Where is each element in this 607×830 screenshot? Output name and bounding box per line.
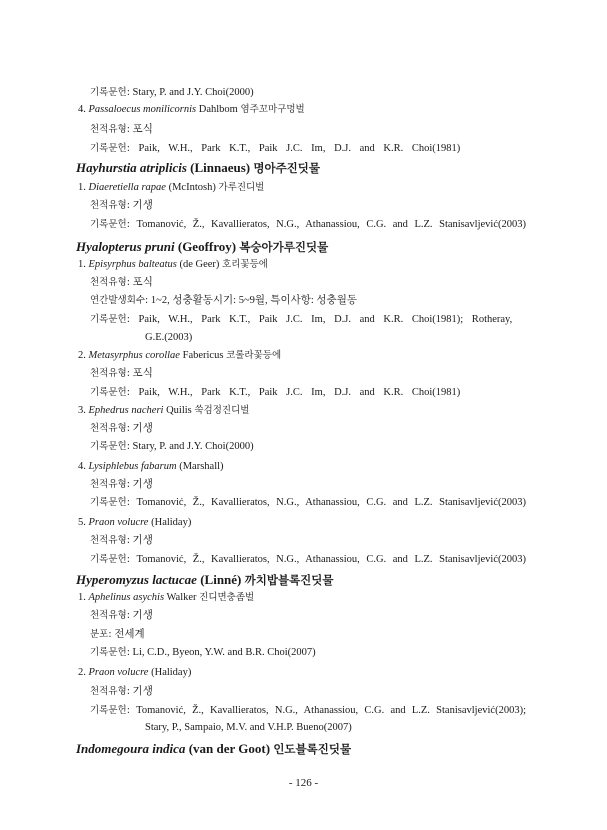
- enemy-author: (Haliday): [151, 667, 192, 678]
- detail-label: 기록문헌:: [90, 387, 130, 398]
- enemy-korean-name: 가루진디벌: [218, 182, 265, 193]
- detail-value: 1~2, 성충활동시기: 5~9월, 특이사항: 성충월동: [150, 295, 357, 306]
- detail-value: 포식: [132, 368, 153, 379]
- detail-line: [90, 440, 254, 454]
- item-number: 4.: [78, 104, 86, 115]
- detail-value: 기생: [132, 535, 153, 546]
- enemy-scientific-name: Praon volucre: [88, 667, 149, 678]
- host-aphid-heading: [76, 160, 320, 176]
- detail-continuation: [145, 721, 352, 735]
- detail-value: 기생: [132, 200, 153, 211]
- detail-label: 기록문헌:: [90, 705, 130, 716]
- enemy-item: [78, 258, 268, 272]
- host-korean-name: 복숭아가루진딧물: [239, 240, 329, 254]
- detail-label: 천적유형:: [90, 423, 130, 434]
- detail-line: [90, 685, 153, 699]
- enemy-korean-name: 코롤라꽃등에: [226, 350, 282, 361]
- host-aphid-heading: [76, 239, 328, 255]
- enemy-korean-name: 쑥검정진디벌: [194, 405, 250, 416]
- enemy-scientific-name: Diaeretiella rapae: [88, 182, 166, 193]
- detail-line: [90, 534, 153, 548]
- item-number: 2.: [78, 667, 86, 678]
- enemy-author: (McIntosh): [168, 182, 216, 193]
- detail-label: 천적유형:: [90, 277, 130, 288]
- enemy-author: (de Geer): [179, 259, 220, 270]
- detail-label: 기록문헌:: [90, 314, 130, 325]
- enemy-author: (Haliday): [151, 517, 192, 528]
- detail-label: 기록문헌:: [90, 497, 130, 508]
- enemy-scientific-name: Passaloecus monilicornis: [88, 104, 197, 115]
- detail-value: Tomanović, Ž., Kavallieratos, N.G., Athanassiou, C.G. and L.Z. Stanisavljević(2003): [136, 554, 526, 565]
- detail-label: 천적유형:: [90, 535, 130, 546]
- detail-line: [90, 142, 460, 156]
- detail-value: 기생: [132, 479, 153, 490]
- page-number: - 126 -: [288, 777, 319, 789]
- detail-value: 포식: [132, 124, 153, 135]
- detail-line: [90, 123, 153, 137]
- detail-line: [90, 218, 526, 232]
- item-number: 5.: [78, 517, 86, 528]
- detail-line: [90, 646, 316, 660]
- host-scientific-name: Hyperomyzus lactucae: [76, 572, 197, 587]
- enemy-author: Fabericus: [182, 350, 224, 361]
- detail-value: 기생: [132, 423, 153, 434]
- enemy-author: (Marshall): [179, 461, 224, 472]
- enemy-author: Dahlbom: [198, 104, 238, 115]
- detail-continuation: [145, 331, 192, 345]
- detail-value: 기생: [132, 686, 153, 697]
- host-korean-name: 인도블록진딧물: [273, 742, 352, 756]
- host-scientific-name: Hayhurstia atriplicis: [76, 160, 187, 175]
- enemy-item: [78, 591, 254, 605]
- host-author: (Linné): [200, 572, 242, 587]
- detail-label: 천적유형:: [90, 368, 130, 379]
- detail-value: 기생: [132, 610, 153, 621]
- enemy-scientific-name: Praon volucre: [88, 517, 149, 528]
- detail-label: 기록문헌:: [90, 87, 130, 98]
- detail-label: 분포:: [90, 629, 112, 640]
- enemy-scientific-name: Metasyrphus corollae: [88, 350, 180, 361]
- detail-line: [90, 628, 145, 642]
- detail-label: 기록문헌:: [90, 647, 130, 658]
- enemy-item: [78, 103, 305, 117]
- enemy-scientific-name: Episyrphus balteatus: [88, 259, 177, 270]
- detail-value: Tomanović, Ž., Kavallieratos, N.G., Athanassiou, C.G. and L.Z. Stanisavljević(2003): [136, 219, 526, 230]
- detail-value: Paik, W.H., Park K.T., Paik J.C. Im, D.J. and K.R. Choi(1981); Rotheray,: [138, 314, 513, 325]
- enemy-korean-name: 염주꼬마구멍벌: [240, 104, 305, 115]
- detail-line: [90, 86, 254, 100]
- detail-line: [90, 422, 153, 436]
- enemy-korean-name: 진디면충좀벌: [199, 592, 255, 603]
- detail-line: [90, 276, 153, 290]
- item-number: 4.: [78, 461, 86, 472]
- detail-line: [90, 553, 526, 567]
- enemy-scientific-name: Aphelinus asychis: [88, 592, 165, 603]
- enemy-author: Walker: [166, 592, 197, 603]
- detail-continuation-text: G.E.(2003): [145, 332, 193, 343]
- detail-value: Tomanović, Ž., Kavallieratos, N.G., Athanassiou, C.G. and L.Z. Stanisavljević(2003): [136, 497, 526, 508]
- host-scientific-name: Indomegoura indica: [76, 741, 186, 756]
- detail-label: 기록문헌:: [90, 219, 130, 230]
- detail-value: Stary, P. and J.Y. Choi(2000): [132, 441, 254, 452]
- detail-line: [90, 478, 153, 492]
- host-author: (Geoffroy): [177, 239, 237, 254]
- enemy-item: [78, 404, 249, 418]
- host-korean-name: 까치밥블록진딧물: [244, 573, 334, 587]
- detail-line: [90, 367, 153, 381]
- detail-label: 천적유형:: [90, 124, 130, 135]
- enemy-scientific-name: Lysiphlebus fabarum: [88, 461, 177, 472]
- enemy-author: Quilis: [166, 405, 192, 416]
- detail-value: Paik, W.H., Park K.T., Paik J.C. Im, D.J. and K.R. Choi(1981): [138, 143, 461, 154]
- detail-line: [90, 609, 153, 623]
- detail-value: Tomanović, Ž., Kavallieratos, N.G., Athanassiou, C.G. and L.Z. Stanisavljević(2003);: [136, 705, 526, 716]
- host-scientific-name: Hyalopterus pruni: [76, 239, 175, 254]
- enemy-item: [78, 349, 281, 363]
- host-aphid-heading: [76, 572, 334, 588]
- detail-line: [90, 294, 357, 308]
- enemy-scientific-name: Ephedrus nacheri: [88, 405, 164, 416]
- enemy-item: [78, 516, 191, 530]
- host-author: (Linnaeus): [190, 160, 251, 175]
- detail-label: 천적유형:: [90, 610, 130, 621]
- enemy-korean-name: 호리꽃등에: [222, 259, 268, 270]
- enemy-item: [78, 666, 191, 680]
- item-number: 1.: [78, 259, 86, 270]
- detail-continuation-text: Stary, P., Sampaio, M.V. and V.H.P. Bueno(2007): [145, 722, 352, 733]
- detail-value: Li, C.D., Byeon, Y.W. and B.R. Choi(2007): [132, 647, 316, 658]
- detail-line: [90, 704, 526, 718]
- detail-value: 전세계: [114, 629, 145, 640]
- detail-value: Paik, W.H., Park K.T., Paik J.C. Im, D.J. and K.R. Choi(1981): [138, 387, 461, 398]
- detail-line: [90, 199, 153, 213]
- detail-value: 포식: [132, 277, 153, 288]
- item-number: 3.: [78, 405, 86, 416]
- item-number: 2.: [78, 350, 86, 361]
- item-number: 1.: [78, 592, 86, 603]
- item-number: 1.: [78, 182, 86, 193]
- detail-label: 기록문헌:: [90, 143, 130, 154]
- detail-label: 천적유형:: [90, 479, 130, 490]
- detail-label: 연간발생회수:: [90, 295, 149, 306]
- host-author: (van der Goot): [188, 741, 271, 756]
- detail-line: [90, 496, 526, 510]
- host-korean-name: 명아주진딧물: [253, 161, 321, 175]
- detail-line: [90, 386, 460, 400]
- detail-label: 기록문헌:: [90, 554, 130, 565]
- detail-label: 천적유형:: [90, 686, 130, 697]
- enemy-item: [78, 460, 224, 474]
- enemy-item: [78, 181, 264, 195]
- detail-value: Stary, P. and J.Y. Choi(2000): [132, 87, 254, 98]
- detail-label: 천적유형:: [90, 200, 130, 211]
- detail-label: 기록문헌:: [90, 441, 130, 452]
- host-aphid-heading: [76, 741, 351, 757]
- detail-line: [90, 313, 512, 327]
